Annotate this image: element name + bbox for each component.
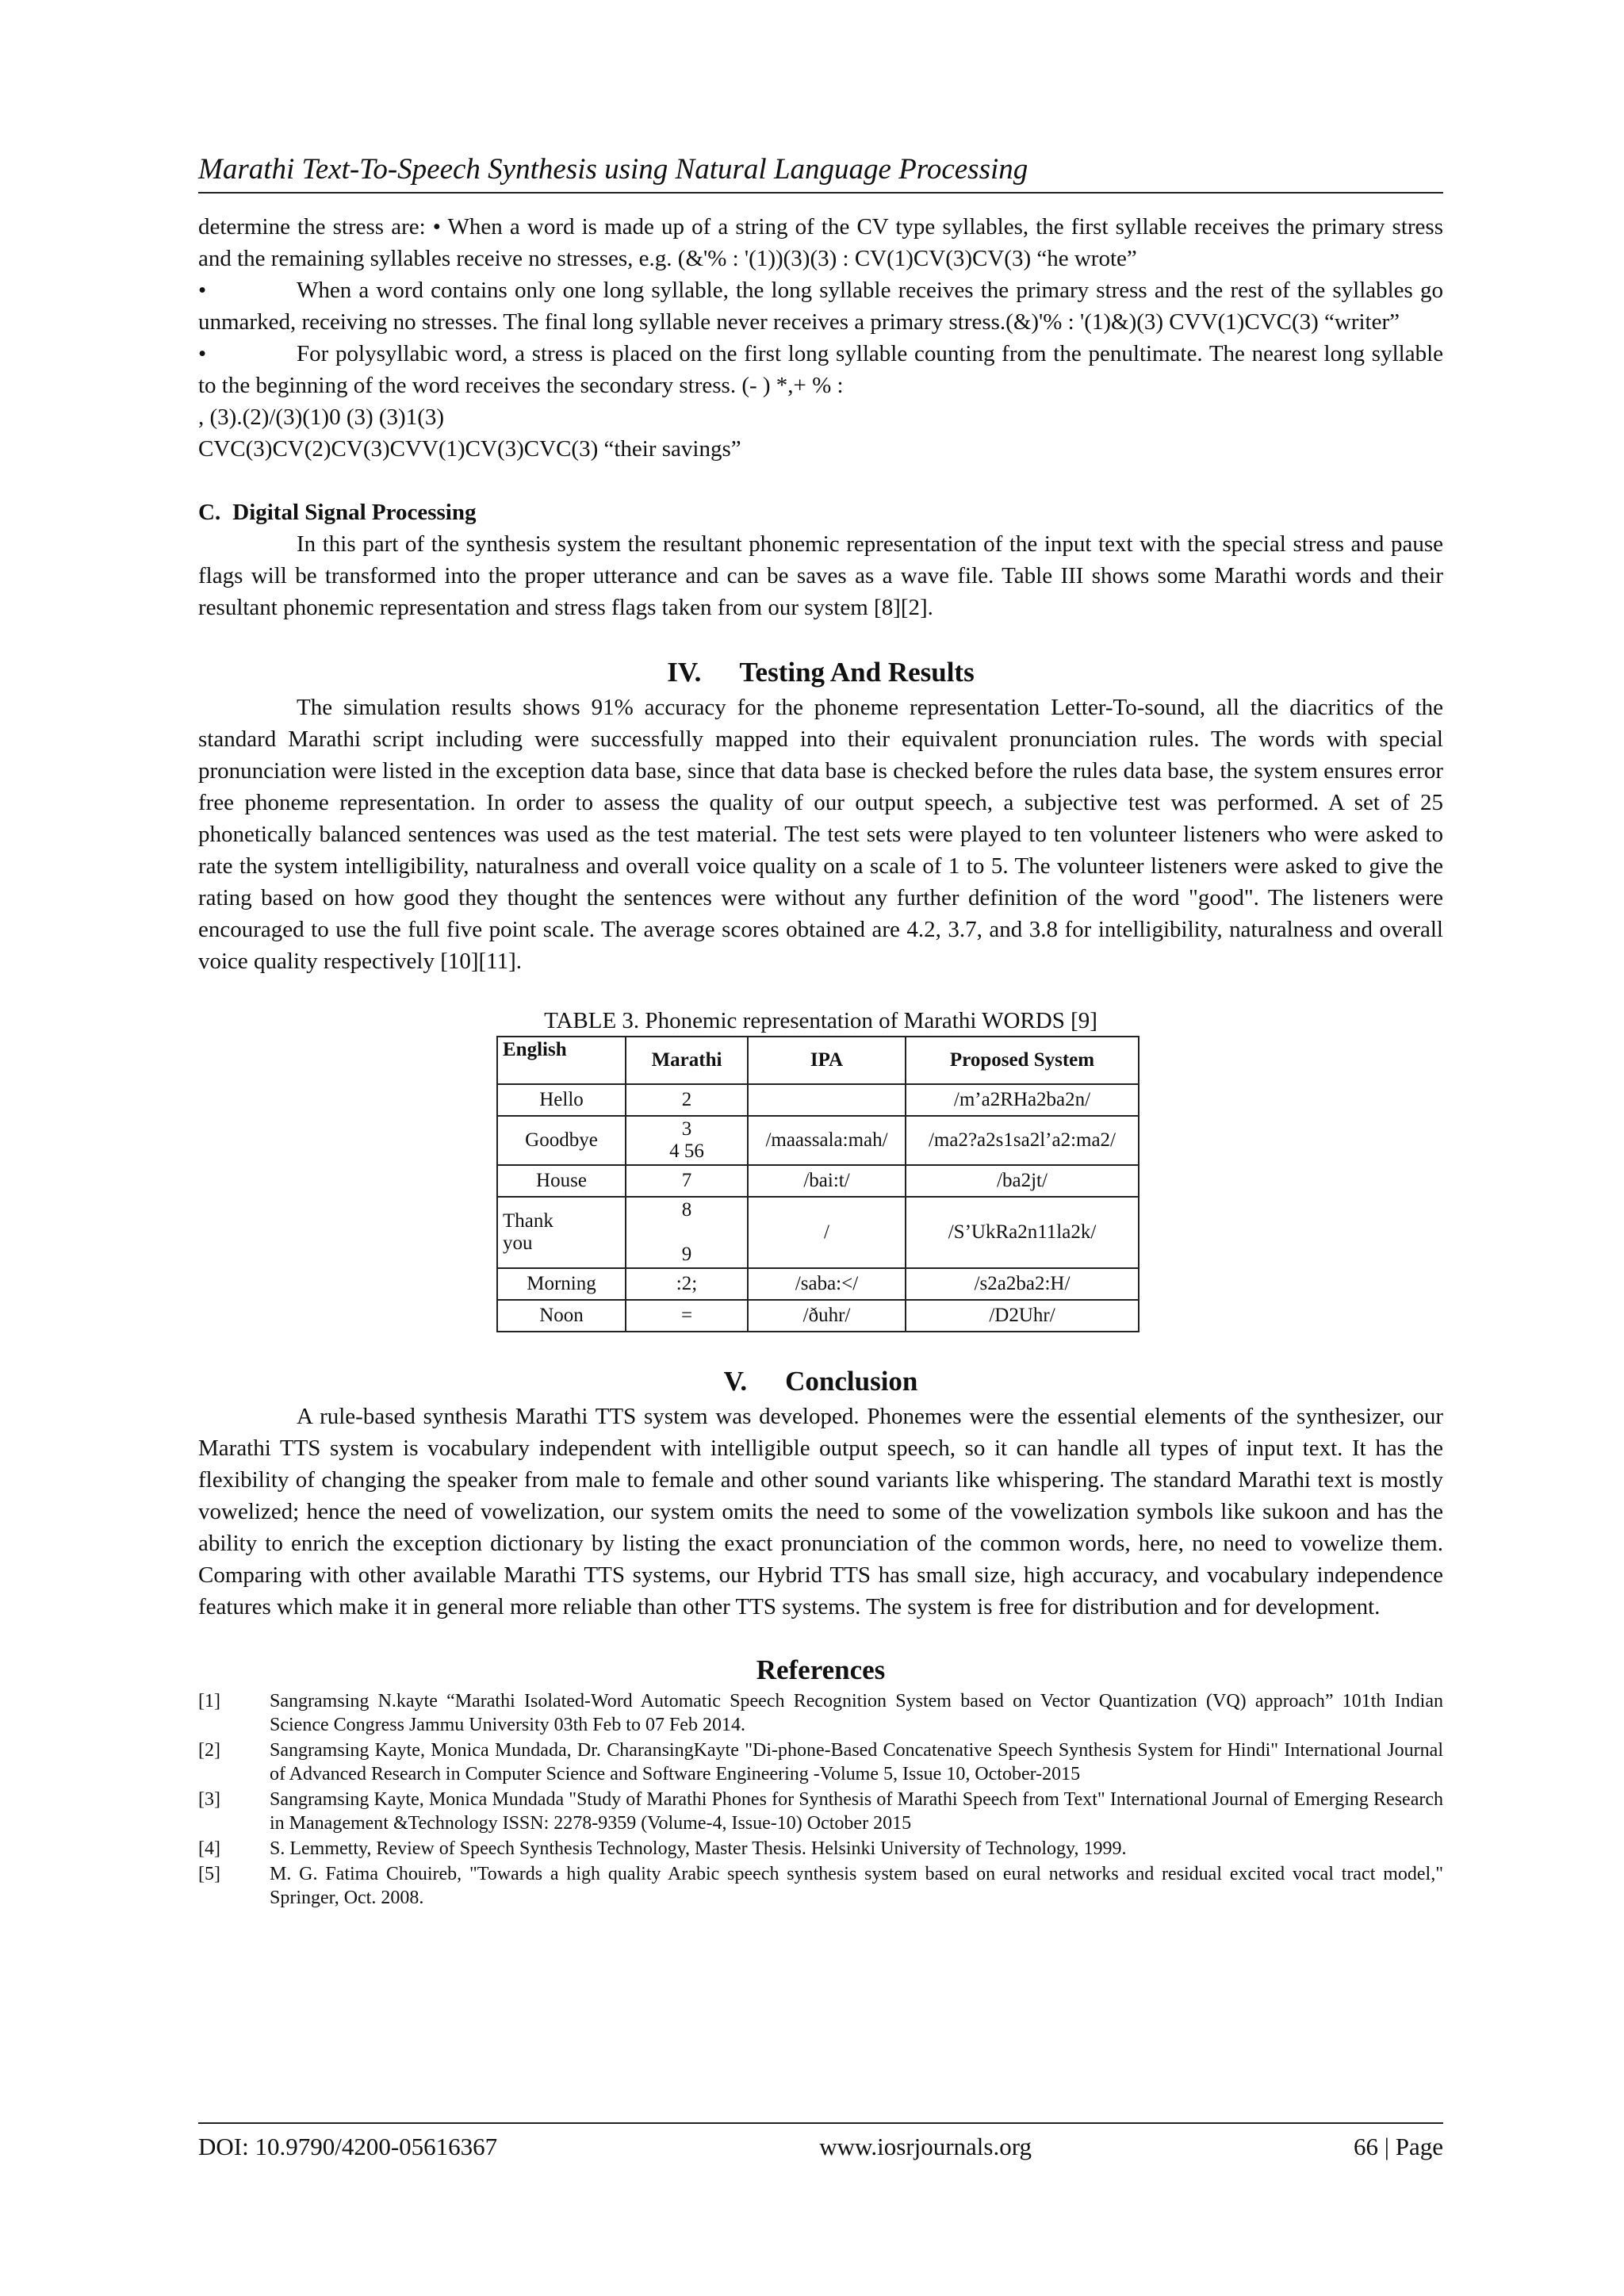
reference-text: M. G. Fatima Chouireb, "Towards a high quality Arabic speech synthesis system based on eural networks and residual excited vocal tract model," Springer, Oct. 2008. [270,1864,1443,1908]
cell-ipa: / [748,1197,906,1268]
cell-english: House [497,1165,626,1197]
reference-item [198,1689,1443,1737]
cell-ipa: /ðuhr/ [748,1300,906,1332]
section-title: Testing And Results [739,657,975,688]
cell-ipa: /bai:t/ [748,1165,906,1197]
bullet-text: For polysyllabic word, a stress is placed on the first long syllable counting from the penultimate. The nearest long syllable to the beginning of the word receives the secondary stress. (- ) *,+ % : [198,341,1443,398]
cell-marathi: 2 [626,1084,748,1116]
reference-item [198,1862,1443,1910]
reference-item [198,1738,1443,1786]
reference-text: S. Lemmetty, Review of Speech Synthesis Technology, Master Thesis. Helsinki University of Technology, 1999. [270,1838,1127,1859]
section-number: IV. [667,657,702,688]
bullet-text: When a word contains only one long syllable, the long syllable receives the primary stress and the rest of the syllables go unmarked, receiving no stresses. The final long syllable never receives a primary stress.(&)'% : '(1)&)(3) CVV(1)CVC(3) “writer” [198,278,1443,335]
paper-page [198,151,1443,1910]
subsection-heading [198,496,1443,528]
table-row [497,1165,1139,1197]
cell-english: Hello [497,1084,626,1116]
references-list [198,1689,1443,1910]
section-heading [198,655,1443,690]
reference-item [198,1837,1443,1861]
reference-number: [5] [198,1864,220,1884]
cell-proposed: /ma2?a2s1sa2l’a2:ma2/ [906,1116,1139,1165]
bullet-symbol: • [198,341,207,366]
table-row [497,1116,1139,1165]
reference-text: Sangramsing Kayte, Monica Mundada, Dr. CharansingKayte "Di-phone-Based Concatenative Speech Synthesis System for Hindi" International Journal of Advanced Research in Computer Science and Software Engineering -Volume 5, Issue 10, October-2015 [270,1740,1443,1784]
section-heading [198,1364,1443,1399]
cell-proposed: /s2a2ba2:H/ [906,1268,1139,1300]
cell-ipa: /maassala:mah/ [748,1116,906,1165]
reference-item [198,1788,1443,1835]
reference-number: [2] [198,1740,220,1761]
phonemic-table [496,1036,1139,1332]
intro-paragraph: determine the stress are: • When a word is made up of a string of the CV type syllables, the first syllable receives the primary stress and the remaining syllables receive no stresses, e.g. (&'% : '(1))(3)(3) : CV(1)CV(3)CV(3) “he wrote” [198,214,1443,271]
bullet-item [198,274,1443,338]
cell-marathi: :2; [626,1268,748,1300]
stress-example-line: , (3).(2)/(3)(1)0 (3) (3)1(3) [198,404,445,430]
reference-text: Sangramsing Kayte, Monica Mundada "Study of Marathi Phones for Synthesis of Marathi Speech from Text" International Journal of Emerging Research in Management &Technology ISSN: 2278-9359 (Volume-4, Issue-10) October 2015 [270,1789,1443,1834]
column-header: Marathi [626,1037,748,1084]
cell-proposed: /S’UkRa2n11la2k/ [906,1197,1139,1268]
body-paragraph: A rule-based synthesis Marathi TTS system was developed. Phonemes were the essential elements of the synthesizer, our Marathi TTS system is vocabulary independent with intelligible output speech, so it can handle all types of input text. It has the flexibility of changing the speaker from male to female and other sound variants like whispering. The standard Marathi text is mostly vowelized; hence the need of vowelization, our system omits the need to some of the vowelization symbols like sukoon and has the ability to enrich the exception dictionary by listing the exact pronunciation of the common words, here, no need to vowelize them. Comparing with other available Marathi TTS systems, our Hybrid TTS has small size, high accuracy, and vocabulary independence features which make it in general more reliable than other TTS systems. The system is free for distribution and for development. [198,1404,1443,1619]
references-heading: References [756,1654,886,1685]
footer-page-number: 66 | Page [1354,2133,1443,2160]
cell-english: Noon [497,1300,626,1332]
cell-marathi: = [626,1300,748,1332]
table-row [497,1300,1139,1332]
footer-site: www.iosrjournals.org [819,2133,1032,2160]
stress-example-line: CVC(3)CV(2)CV(3)CVV(1)CV(3)CVC(3) “their savings” [198,436,741,462]
table-row [497,1268,1139,1300]
cell-proposed: /m’a2RHa2ba2n/ [906,1084,1139,1116]
running-head: Marathi Text-To-Speech Synthesis using Natural Language Processing [198,151,1443,194]
cell-proposed: /ba2jt/ [906,1165,1139,1197]
body-paragraph: The simulation results shows 91% accuracy for the phoneme representation Letter-To-sound, all the diacritics of the standard Marathi script including were successfully mapped into their equivalent pronunciation rules. The words with special pronunciation were listed in the exception data base, since that data base is checked before the rules data base, the system ensures error free phoneme representation. In order to assess the quality of our output speech, a subjective test was performed. A set of 25 phonetically balanced sentences was used as the test material. The test sets were played to ten volunteer listeners who were asked to rate the system intelligibility, naturalness and overall voice quality on a scale of 1 to 5. The volunteer listeners were asked to give the rating based on how good they thought the sentences were without any further definition of the word "good". The listeners were encouraged to use the full five point scale. The average scores obtained are 4.2, 3.7, and 3.8 for intelligibility, naturalness and overall voice quality respectively [10][11]. [198,695,1443,974]
cell-english: Thank you [497,1197,626,1268]
reference-number: [4] [198,1838,220,1859]
subsection-label: C. [198,500,221,525]
cell-english: Goodbye [497,1116,626,1165]
cell-ipa: /saba:</ [748,1268,906,1300]
column-header: IPA [748,1037,906,1084]
table-header-row [497,1037,1139,1084]
reference-text: Sangramsing N.kayte “Marathi Isolated-Word Automatic Speech Recognition System based on Vector Quantization (VQ) approach” 101th Indian Science Congress Jammu University 03th Feb to 07 Feb 2014. [270,1691,1443,1735]
table-caption: TABLE 3. Phonemic representation of Marathi WORDS [9] [544,1008,1097,1033]
table-row [497,1197,1139,1268]
page-footer [198,2122,1443,2165]
bullet-symbol: • [198,278,207,303]
cell-english: Morning [497,1268,626,1300]
cell-proposed: /D2Uhr/ [906,1300,1139,1332]
cell-ipa [748,1084,906,1116]
cell-marathi: 3 4 56 [626,1116,748,1165]
table-row [497,1084,1139,1116]
reference-number: [3] [198,1789,220,1810]
section-number: V. [723,1366,748,1397]
bullet-item [198,338,1443,401]
column-header: English [497,1037,626,1084]
cell-marathi: 7 [626,1165,748,1197]
section-title: Conclusion [785,1366,918,1397]
column-header: Proposed System [906,1037,1139,1084]
reference-number: [1] [198,1691,220,1711]
body-paragraph: In this part of the synthesis system the resultant phonemic representation of the input text with the special stress and pause flags will be transformed into the proper utterance and can be saves as a wave file. Table III shows some Marathi words and their resultant phonemic representation and stress flags taken from our system [8][2]. [198,531,1443,620]
footer-doi: DOI: 10.9790/4200-05616367 [198,2133,498,2160]
subsection-title: Digital Signal Processing [232,500,477,525]
cell-marathi: 8 9 [626,1197,748,1268]
